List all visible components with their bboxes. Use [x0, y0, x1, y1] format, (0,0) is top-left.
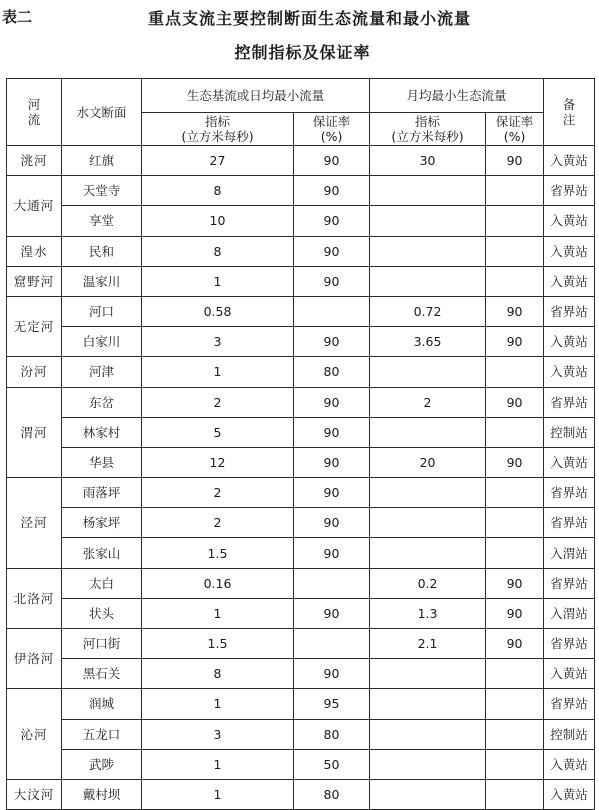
table-row: [7, 146, 595, 176]
month-index-cell: [370, 478, 486, 508]
base-index-cell: 1.5: [142, 629, 294, 659]
month-rate-cell: 90: [486, 447, 544, 477]
station-cell: 东岔: [62, 387, 142, 417]
river-cell: 北洛河: [7, 568, 62, 628]
station-cell: 状头: [62, 598, 142, 628]
month-rate-cell: [486, 538, 544, 568]
month-index-cell: [370, 236, 486, 266]
table-row: [7, 779, 595, 809]
month-index-cell: [370, 508, 486, 538]
month-index-cell: 1.3: [370, 598, 486, 628]
month-rate-cell: [486, 206, 544, 236]
month-index-cell: 2: [370, 387, 486, 417]
table-row: [7, 538, 595, 568]
col-river-header: 河 流: [7, 79, 62, 146]
station-cell: 河口街: [62, 629, 142, 659]
month-rate-cell: [486, 236, 544, 266]
table-row: [7, 176, 595, 206]
station-cell: 润城: [62, 689, 142, 719]
month-rate-cell: 90: [486, 387, 544, 417]
month-index-cell: [370, 689, 486, 719]
month-index-cell: [370, 176, 486, 206]
base-rate-cell: 90: [294, 146, 370, 176]
index-label: 指标: [415, 113, 441, 129]
base-rate-cell: 90: [294, 538, 370, 568]
base-rate-cell: 80: [294, 357, 370, 387]
month-rate-cell: [486, 478, 544, 508]
month-index-cell: [370, 719, 486, 749]
rate-unit: (%): [320, 128, 343, 144]
table-number: 表二: [2, 8, 33, 26]
month-index-cell: 20: [370, 447, 486, 477]
base-rate-cell: 80: [294, 719, 370, 749]
table-row: [7, 478, 595, 508]
remark-cell: 控制站: [544, 417, 595, 447]
document-header: [0, 0, 599, 78]
month-rate-cell: 90: [486, 296, 544, 326]
remark-cell: 入黄站: [544, 266, 595, 296]
month-rate-cell: 90: [486, 568, 544, 598]
river-cell: 大汶河: [7, 779, 62, 809]
month-rate-cell: [486, 357, 544, 387]
title-line-2: 控制指标及保证率: [234, 43, 371, 62]
base-index-cell: 0.16: [142, 568, 294, 598]
col-group-month-header: 月均最小生态流量: [370, 79, 544, 113]
month-index-cell: [370, 357, 486, 387]
remark-cell: 省界站: [544, 387, 595, 417]
station-cell: 雨落坪: [62, 478, 142, 508]
base-index-cell: 3: [142, 719, 294, 749]
base-rate-cell: 90: [294, 659, 370, 689]
table-row: [7, 598, 595, 628]
station-cell: 温家川: [62, 266, 142, 296]
station-cell: 黑石关: [62, 659, 142, 689]
base-index-cell: 8: [142, 659, 294, 689]
river-cell: 无定河: [7, 296, 62, 356]
base-index-cell: 1: [142, 266, 294, 296]
base-index-cell: 10: [142, 206, 294, 236]
remark-cell: 入黄站: [544, 236, 595, 266]
remark-cell: 入渭站: [544, 598, 595, 628]
table-row: [7, 206, 595, 236]
remark-cell: 省界站: [544, 629, 595, 659]
table-row: [7, 689, 595, 719]
river-cell: 汾河: [7, 357, 62, 387]
station-cell: 张家山: [62, 538, 142, 568]
base-index-cell: 2: [142, 478, 294, 508]
remark-cell: 省界站: [544, 296, 595, 326]
station-cell: 河津: [62, 357, 142, 387]
table-row: [7, 266, 595, 296]
month-index-cell: 3.65: [370, 327, 486, 357]
river-cell: 洮河: [7, 146, 62, 176]
remark-cell: 省界站: [544, 508, 595, 538]
col-group-base-header: 生态基流或日均最小流量: [142, 79, 370, 113]
base-index-cell: 8: [142, 236, 294, 266]
base-index-cell: 2: [142, 508, 294, 538]
table-row: [7, 296, 595, 326]
table-row: [7, 417, 595, 447]
table-row: [7, 508, 595, 538]
base-rate-cell: 90: [294, 598, 370, 628]
rate-label: 保证率: [495, 113, 534, 129]
month-rate-cell: [486, 417, 544, 447]
month-index-cell: [370, 206, 486, 236]
station-cell: 民和: [62, 236, 142, 266]
river-cell: 泾河: [7, 478, 62, 569]
month-rate-cell: [486, 659, 544, 689]
base-index-cell: 12: [142, 447, 294, 477]
remark-cell: 入黄站: [544, 447, 595, 477]
table-row: [7, 327, 595, 357]
remark-cell: 入黄站: [544, 146, 595, 176]
base-index-cell: 1.5: [142, 538, 294, 568]
base-index-cell: 1: [142, 689, 294, 719]
base-index-cell: 1: [142, 598, 294, 628]
river-cell: 湟水: [7, 236, 62, 266]
base-rate-cell: 90: [294, 508, 370, 538]
station-cell: 太白: [62, 568, 142, 598]
remark-cell: 省界站: [544, 689, 595, 719]
station-cell: 杨家坪: [62, 508, 142, 538]
base-rate-cell: 90: [294, 236, 370, 266]
month-index-cell: 0.72: [370, 296, 486, 326]
base-rate-cell: 50: [294, 749, 370, 779]
table-row: [7, 659, 595, 689]
station-cell: 天堂寺: [62, 176, 142, 206]
month-rate-cell: 90: [486, 598, 544, 628]
base-rate-cell: 90: [294, 447, 370, 477]
base-rate-cell: [294, 629, 370, 659]
table-row: [7, 447, 595, 477]
flow-index-table: [6, 78, 595, 810]
remark-cell: 省界站: [544, 176, 595, 206]
base-index-cell: 1: [142, 749, 294, 779]
remark-cell: 入黄站: [544, 659, 595, 689]
station-cell: 享堂: [62, 206, 142, 236]
station-cell: 河口: [62, 296, 142, 326]
station-cell: 戴村坝: [62, 779, 142, 809]
month-rate-cell: 90: [486, 629, 544, 659]
month-index-cell: [370, 417, 486, 447]
base-index-cell: 1: [142, 779, 294, 809]
month-rate-cell: [486, 749, 544, 779]
col-remark-header: 备 注: [544, 79, 595, 146]
month-rate-cell: [486, 779, 544, 809]
table-row: [7, 236, 595, 266]
base-index-cell: 27: [142, 146, 294, 176]
base-index-cell: 0.58: [142, 296, 294, 326]
remark-cell: 入黄站: [544, 749, 595, 779]
station-cell: 红旗: [62, 146, 142, 176]
base-index-cell: 1: [142, 357, 294, 387]
remark-cell: 省界站: [544, 568, 595, 598]
river-cell: 大通河: [7, 176, 62, 236]
station-cell: 五龙口: [62, 719, 142, 749]
base-rate-cell: 90: [294, 387, 370, 417]
month-index-cell: [370, 749, 486, 779]
rate-unit: (%): [503, 128, 526, 144]
river-cell: 窟野河: [7, 266, 62, 296]
base-rate-cell: 90: [294, 327, 370, 357]
month-index-cell: 0.2: [370, 568, 486, 598]
table-row: [7, 357, 595, 387]
station-cell: 华县: [62, 447, 142, 477]
remark-cell: 入黄站: [544, 327, 595, 357]
month-rate-cell: [486, 508, 544, 538]
rate-label: 保证率: [312, 113, 351, 129]
col-base-rate-header: [294, 112, 370, 146]
table-row: [7, 749, 595, 779]
month-index-cell: 2.1: [370, 629, 486, 659]
month-index-cell: [370, 779, 486, 809]
base-index-cell: 2: [142, 387, 294, 417]
month-index-cell: [370, 538, 486, 568]
station-cell: 武陟: [62, 749, 142, 779]
col-month-rate-header: [486, 112, 544, 146]
river-cell: 渭河: [7, 387, 62, 478]
station-cell: 林家村: [62, 417, 142, 447]
remark-cell: 入黄站: [544, 357, 595, 387]
base-rate-cell: 90: [294, 206, 370, 236]
remark-cell: 省界站: [544, 478, 595, 508]
month-rate-cell: [486, 266, 544, 296]
base-rate-cell: 90: [294, 176, 370, 206]
table-row: [7, 629, 595, 659]
remark-cell: 控制站: [544, 719, 595, 749]
remark-cell: 入黄站: [544, 779, 595, 809]
remark-cell: 入黄站: [544, 206, 595, 236]
base-rate-cell: 95: [294, 689, 370, 719]
base-index-cell: 8: [142, 176, 294, 206]
base-rate-cell: [294, 568, 370, 598]
remark-cell: 入渭站: [544, 538, 595, 568]
title-line-1: 重点支流主要控制断面生态流量和最小流量: [147, 9, 471, 28]
river-cell: 沁河: [7, 689, 62, 780]
base-rate-cell: 90: [294, 417, 370, 447]
base-rate-cell: 90: [294, 266, 370, 296]
base-rate-cell: 80: [294, 779, 370, 809]
col-station-header: 水文断面: [62, 79, 142, 146]
station-cell: 白家川: [62, 327, 142, 357]
table-row: [7, 719, 595, 749]
base-rate-cell: [294, 296, 370, 326]
month-rate-cell: [486, 719, 544, 749]
index-unit: (立方米每秒): [181, 128, 254, 144]
base-index-cell: 5: [142, 417, 294, 447]
col-base-index-header: [142, 112, 294, 146]
base-rate-cell: 90: [294, 478, 370, 508]
month-index-cell: [370, 266, 486, 296]
index-unit: (立方米每秒): [391, 128, 464, 144]
month-rate-cell: 90: [486, 146, 544, 176]
table-row: [7, 568, 595, 598]
month-rate-cell: [486, 176, 544, 206]
month-rate-cell: 90: [486, 327, 544, 357]
col-month-index-header: [370, 112, 486, 146]
table-row: [7, 387, 595, 417]
month-index-cell: 30: [370, 146, 486, 176]
index-label: 指标: [204, 113, 230, 129]
base-index-cell: 3: [142, 327, 294, 357]
month-rate-cell: [486, 689, 544, 719]
month-index-cell: [370, 659, 486, 689]
river-cell: 伊洛河: [7, 629, 62, 689]
